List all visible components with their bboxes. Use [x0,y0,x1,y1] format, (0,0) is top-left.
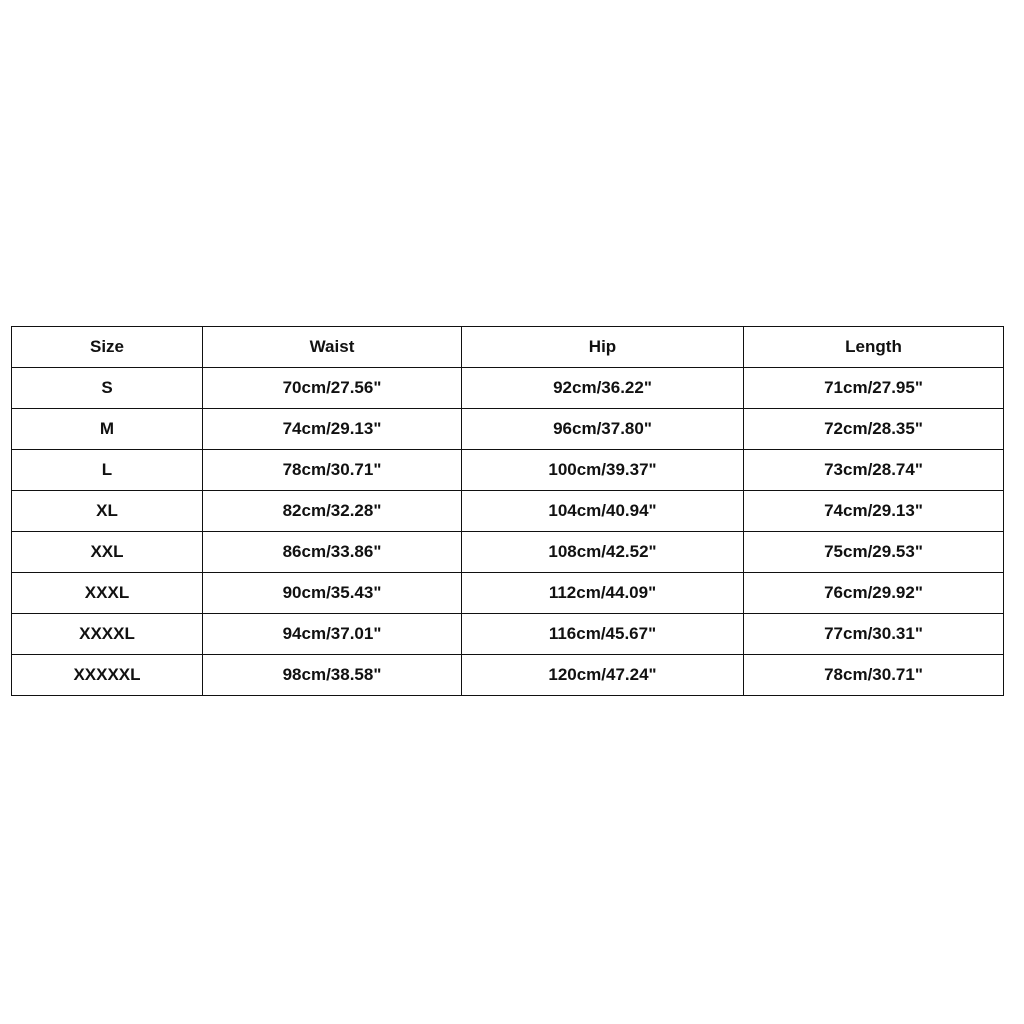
cell-waist: 86cm/33.86" [203,532,462,573]
header-hip: Hip [462,327,744,368]
cell-waist: 94cm/37.01" [203,614,462,655]
cell-length: 76cm/29.92" [744,573,1004,614]
cell-hip: 92cm/36.22" [462,368,744,409]
cell-length: 73cm/28.74" [744,450,1004,491]
cell-waist: 98cm/38.58" [203,655,462,696]
size-chart-table [11,326,1004,696]
cell-waist: 70cm/27.56" [203,368,462,409]
cell-size: M [12,409,203,450]
cell-size: XL [12,491,203,532]
cell-length: 74cm/29.13" [744,491,1004,532]
table-row [12,614,1004,655]
header-length: Length [744,327,1004,368]
table-row [12,655,1004,696]
cell-hip: 96cm/37.80" [462,409,744,450]
cell-waist: 74cm/29.13" [203,409,462,450]
cell-size: XXXXL [12,614,203,655]
cell-hip: 104cm/40.94" [462,491,744,532]
header-waist: Waist [203,327,462,368]
cell-length: 71cm/27.95" [744,368,1004,409]
table-row [12,573,1004,614]
cell-hip: 116cm/45.67" [462,614,744,655]
cell-hip: 100cm/39.37" [462,450,744,491]
cell-size: XXXXXL [12,655,203,696]
cell-hip: 112cm/44.09" [462,573,744,614]
cell-length: 77cm/30.31" [744,614,1004,655]
table-row [12,368,1004,409]
cell-size: XXXL [12,573,203,614]
table-row [12,409,1004,450]
cell-waist: 82cm/32.28" [203,491,462,532]
cell-length: 78cm/30.71" [744,655,1004,696]
cell-waist: 90cm/35.43" [203,573,462,614]
table-header-row [12,327,1004,368]
cell-hip: 120cm/47.24" [462,655,744,696]
cell-hip: 108cm/42.52" [462,532,744,573]
cell-size: L [12,450,203,491]
table-row [12,532,1004,573]
cell-length: 72cm/28.35" [744,409,1004,450]
table-row [12,450,1004,491]
cell-size: XXL [12,532,203,573]
cell-length: 75cm/29.53" [744,532,1004,573]
table-row [12,491,1004,532]
cell-size: S [12,368,203,409]
cell-waist: 78cm/30.71" [203,450,462,491]
header-size: Size [12,327,203,368]
